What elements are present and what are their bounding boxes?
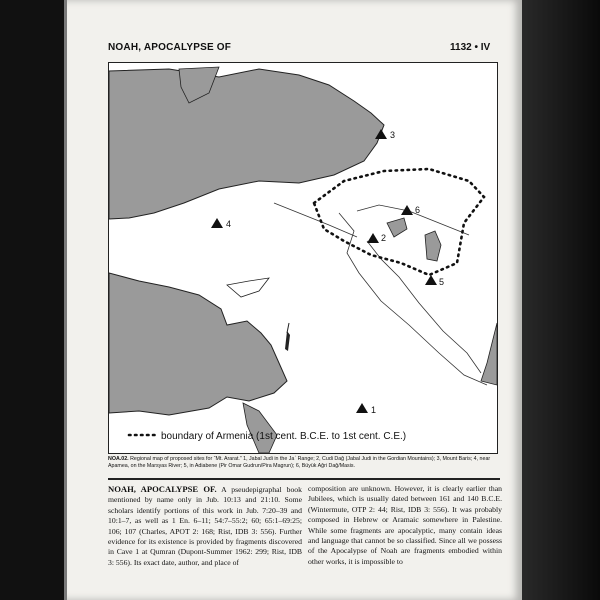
site-label-2: 2	[381, 233, 387, 243]
article-title: NOAH, APOCALYPSE OF.	[108, 484, 217, 494]
site-label-6: 6	[415, 205, 421, 215]
article-col2-text: composition are unknown. However, it is clearly earlier than Jubilees, which is usually dated between 161 and 140 B.C.E. (Wintermute, OTP 2: 44; Rist, IDB 3: 556). It was probably composed in Hebrew or Aramaic somewhere in Palestine. While some fragments are apocalyptic, many contain ideas and language that cannot be so classified. Since all we possess of the Apocalypse of Noah are fragments embodied within other works, it is impossible to	[308, 484, 502, 566]
header-page-number: 1132 • IV	[450, 42, 491, 53]
black-sea	[109, 69, 384, 219]
jordan-river	[287, 323, 289, 333]
dead-sea	[285, 331, 290, 351]
site-5	[425, 275, 444, 287]
site-1	[356, 403, 376, 415]
euphrates-river	[339, 213, 487, 385]
site-2	[367, 233, 386, 243]
map-drawing	[109, 63, 497, 453]
site-label-5: 5	[439, 277, 445, 287]
red-sea	[243, 403, 277, 453]
site-label-4: 4	[226, 219, 232, 229]
book-spine	[520, 0, 600, 600]
lake-van	[387, 218, 407, 237]
site-4	[211, 218, 231, 229]
article-column-2	[308, 484, 502, 567]
site-label-3: 3	[390, 130, 396, 140]
legend-text: boundary of Armenia (1st cent. B.C.E. to 1st cent. C.E.)	[161, 431, 407, 442]
river-east	[357, 205, 469, 235]
page-edge	[64, 0, 67, 600]
caption-text: Regional map of proposed sites for “Mt. Ararat.” 1, Jabal Judi in the Jaʾ Range; 2, Cudi Dağ (Jabal Judi in the Gordian Mountains); 3, Mount Baris; 4, near Apamea, on the Marsyas River; 5, in Adiabene (Pir Omar Gudrun/Pira Magrun); 6, Büyük Ağri Dağ/Masis.	[108, 456, 491, 469]
cyprus	[227, 278, 269, 297]
article-column-1	[108, 484, 302, 568]
lake-urmia	[425, 231, 441, 261]
regional-map	[108, 62, 498, 454]
figure-label: NOA.02.	[108, 456, 129, 462]
section-rule	[108, 478, 500, 480]
figure-caption	[108, 456, 500, 470]
caspian-sea	[481, 323, 497, 385]
article-col1-text: A pseudepigraphal book mentioned by name only in Jub. 10:13 and 21:10. Some scholars identify portions of this work in Jub. 7:20–39 and 10:1–7, as well as 1 En. 6–11; 54:7–55:2; 60; 65:1–69:25; 106; 107 (Charles, APOT 2: 168; Rist, IDB 3: 556). Further evidence for its existence is provided by fragments discovered in Cave 1 at Qumran (Dupont-Summer 1962: 299; Rist, IDB 3: 556). Its exact date, author, and place of	[108, 485, 302, 567]
site-label-1: 1	[371, 405, 377, 415]
header-title: NOAH, APOCALYPSE OF	[108, 42, 232, 53]
mediterranean-sea	[109, 273, 287, 415]
tigris-river	[367, 241, 481, 373]
